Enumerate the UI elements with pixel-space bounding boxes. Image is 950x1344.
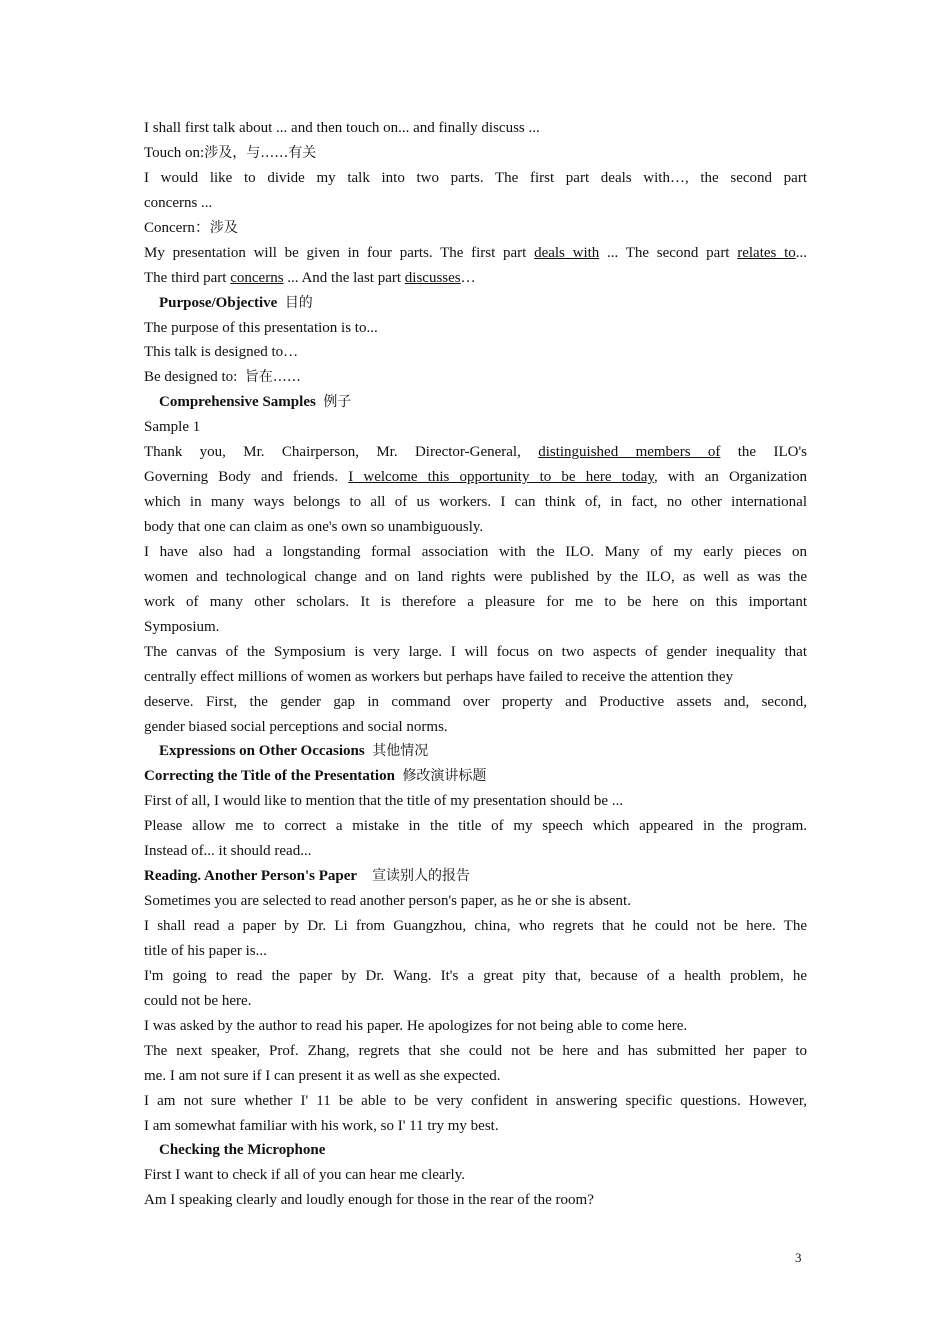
term: Be designed to: <box>144 369 242 386</box>
heading-text: Comprehensive Samples <box>159 394 316 411</box>
section-heading: Checking the Microphone <box>159 1142 326 1159</box>
text-segment: My presentation will be given in four parts. The first part <box>144 244 535 261</box>
text-line <box>144 440 807 465</box>
underlined-phrase: deals with <box>534 244 600 261</box>
text-segment: The third part <box>144 269 231 286</box>
text-line: The next speaker, Prof. Zhang, regrets that she could not be here and has submitted her paper to <box>144 1042 807 1059</box>
subsection-heading <box>144 764 807 789</box>
text-line: which in many ways belongs to all of us workers. I can think of, in fact, no other international <box>144 494 807 511</box>
text-segment: ... <box>795 244 808 261</box>
text-line: centrally effect millions of women as workers but perhaps have failed to receive the attention they <box>144 668 734 685</box>
text-segment: … <box>460 269 476 286</box>
underlined-phrase: discusses <box>404 269 461 286</box>
section-heading <box>144 739 807 764</box>
chinese-gloss: 例子 <box>323 394 352 411</box>
text-line: This talk is designed to… <box>144 344 299 361</box>
text-segment: Thank you, Mr. Chairperson, Mr. Director-General, <box>144 444 539 461</box>
text-line: Symposium. <box>144 618 220 635</box>
chinese-gloss: 涉及，与……有关 <box>204 144 317 161</box>
text-line: I shall read a paper by Dr. Li from Guangzhou, china, who regrets that he could not be here. The <box>144 918 807 934</box>
heading-text: Expressions on Other Occasions <box>159 743 365 760</box>
text-line: work of many other scholars. It is therefore a pleasure for me to be here on this important <box>144 593 807 610</box>
page-number: 3 <box>795 1250 802 1265</box>
text-line: title of his paper is... <box>144 942 267 959</box>
heading-text: Correcting the Title of the Presentation <box>144 768 395 785</box>
text-line <box>144 216 807 241</box>
text-line: The purpose of this presentation is to... <box>144 319 378 336</box>
text-line: First of all, I would like to mention that the title of my presentation should be ... <box>144 793 624 810</box>
chinese-gloss: 涉及 <box>209 219 238 236</box>
text-line: gender biased social perceptions and social norms. <box>144 718 448 735</box>
text-line <box>144 141 807 166</box>
chinese-gloss: 旨在…… <box>244 369 301 386</box>
chinese-gloss: 其他情况 <box>372 743 429 760</box>
text-line: concerns ... <box>144 194 213 211</box>
text-line: I shall first talk about ... and then touch on... and finally discuss ... <box>144 120 540 136</box>
heading-text: Reading. Another Person's Paper <box>144 868 358 885</box>
text-line: body that one can claim as one's own so unambiguously. <box>144 519 484 535</box>
underlined-phrase: concerns <box>230 269 284 286</box>
text-line: me. I am not sure if I can present it as well as she expected. <box>144 1067 501 1084</box>
text-line: I would like to divide my talk into two parts. The first part deals with…, the second part <box>144 169 807 186</box>
chinese-gloss: 目的 <box>284 294 313 311</box>
chinese-gloss: 宣读别人的报告 <box>372 868 471 885</box>
term: Concern： <box>144 219 210 236</box>
text-line: I am not sure whether I' 11 be able to be very confident in answering specific questions. However, <box>144 1092 807 1109</box>
heading-text: Purpose/Objective <box>159 294 278 311</box>
text-line: Please allow me to correct a mistake in the title of my speech which appeared in the program. <box>144 818 807 835</box>
text-segment: ... And the last part <box>283 269 405 286</box>
section-heading <box>144 390 807 415</box>
text-line: deserve. First, the gender gap in command over property and Productive assets and, second, <box>144 693 807 710</box>
text-line: Am I speaking clearly and loudly enough for those in the rear of the room? <box>144 1192 594 1209</box>
text-segment: ... The second part <box>599 244 738 261</box>
text-segment: , with an Organization <box>654 469 808 486</box>
text-line: women and technological change and on land rights were published by the ILO, as well as was the <box>144 568 807 585</box>
underlined-phrase: distinguished members of <box>538 444 721 461</box>
text-line: I was asked by the author to read his paper. He apologizes for not being able to come here. <box>144 1017 688 1034</box>
text-line: The canvas of the Symposium is very large. I will focus on two aspects of gender inequality that <box>144 643 807 660</box>
text-line <box>144 465 807 490</box>
text-line: Sample 1 <box>144 419 201 436</box>
text-segment: the ILO's <box>720 444 807 461</box>
text-line: Instead of... it should read... <box>144 843 312 860</box>
text-segment: Governing Body and friends. <box>144 469 349 486</box>
text-line: Sometimes you are selected to read another person's paper, as he or she is absent. <box>144 893 631 910</box>
subsection-heading <box>144 864 807 889</box>
text-line: could not be here. <box>144 992 252 1009</box>
chinese-gloss: 修改演讲标题 <box>402 768 487 785</box>
text-line: I am somewhat familiar with his work, so I' 11 try my best. <box>144 1117 499 1134</box>
section-heading <box>144 291 807 316</box>
text-line: First I want to check if all of you can hear me clearly. <box>144 1167 465 1184</box>
text-line <box>144 365 807 390</box>
text-line <box>144 241 807 266</box>
text-line <box>144 266 807 291</box>
underlined-phrase: I welcome this opportunity to be here today <box>348 469 654 486</box>
underlined-phrase: relates to <box>737 244 796 261</box>
term: Touch on: <box>144 144 205 161</box>
text-line: I have also had a longstanding formal association with the ILO. Many of my early pieces on <box>144 543 807 560</box>
document-body <box>144 116 807 1213</box>
text-line: I'm going to read the paper by Dr. Wang. It's a great pity that, because of a health problem, he <box>144 967 807 984</box>
